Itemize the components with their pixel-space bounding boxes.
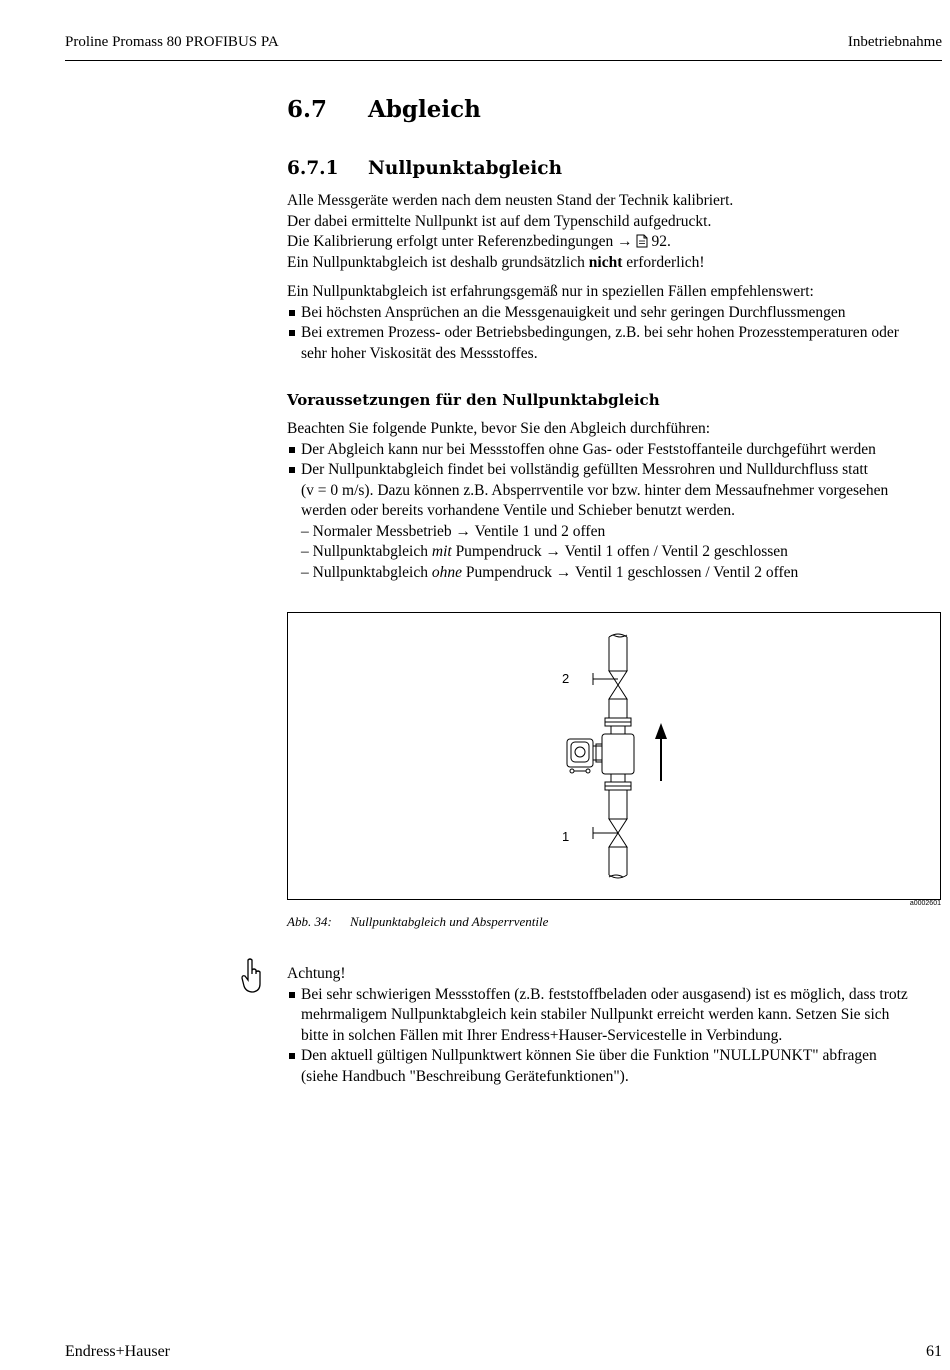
pipe-diagram: [288, 613, 940, 899]
list-item: Der Abgleich kann nur bei Messstoffen ohne Gas- oder Feststoffanteile durchgeführt werden: [287, 440, 942, 461]
caption-text: Nullpunktabgleich und Absperrventile: [350, 914, 549, 929]
caption-label: Abb. 34:: [287, 914, 332, 929]
emphasis-nicht: nicht: [588, 253, 623, 271]
label-valve-1: 1: [562, 829, 570, 844]
text-span: erforderlich!: [622, 253, 705, 271]
list-item-continuation: sehr hoher Viskosität des Messstoffes.: [301, 344, 538, 362]
emphasis-ohne: ohne: [431, 563, 463, 581]
section-title: Abgleich: [368, 96, 481, 123]
text-span: Ein Nullpunktabgleich ist deshalb grundsätzlich: [287, 253, 589, 271]
figure-caption: [287, 914, 548, 930]
label-valve-2: 2: [562, 671, 570, 686]
list-item: Bei extremen Prozess- oder Betriebsbedingungen, z.B. bei sehr hohen Prozesstemperaturen oder: [287, 323, 942, 344]
page-reference-icon: [636, 234, 648, 248]
text-line: Ein Nullpunktabgleich ist erfahrungsgemäß nur in speziellen Fällen empfehlenswert:: [287, 283, 814, 300]
list-item-continuation: bitte in solchen Fällen mit Ihrer Endress+Hauser-Servicestelle in Verbindung.: [301, 1026, 783, 1044]
note-title: Achtung!: [287, 965, 346, 982]
list-item: Der Nullpunktabgleich findet bei vollständig gefüllten Messrohren und Nulldurchfluss statt: [287, 460, 942, 481]
emphasis-mit: mit: [431, 543, 452, 560]
text-span: Pumpendruck → Ventil 1 offen / Ventil 2 geschlossen: [451, 543, 788, 560]
text-line: [287, 253, 942, 274]
header-title: Proline Promass 80 PROFIBUS PA: [65, 34, 279, 50]
list-item: Bei sehr schwierigen Messstoffen (z.B. feststoffbeladen oder ausgasend) ist es möglich, dass trotz: [287, 985, 942, 1006]
figure-id: a0002601: [909, 900, 941, 907]
text-span: Die Kalibrierung erfolgt unter Referenzbedingungen →: [287, 233, 637, 250]
footer-brand: Endress+Hauser: [65, 1343, 170, 1360]
paragraph-calibration: [287, 191, 942, 273]
text-line: Der dabei ermittelte Nullpunkt ist auf dem Typenschild aufgedruckt.: [287, 212, 712, 230]
text-span: Pumpendruck → Ventil 1 geschlossen / Ventil 2 offen: [462, 563, 799, 581]
text-line: [287, 232, 942, 253]
list-item-continuation: werden oder bereits vorhandene Ventile und Schieber benutzt werden.: [301, 502, 735, 519]
prerequisites-section: [287, 390, 942, 411]
header-rule: [65, 60, 942, 61]
list-item-continuation: (siehe Handbuch "Beschreibung Gerätefunktionen").: [301, 1067, 629, 1085]
header-chapter: Inbetriebnahme: [847, 34, 942, 50]
warning-hand-icon: [240, 958, 264, 994]
note-block: [287, 964, 942, 1087]
prerequisites-list: [287, 419, 942, 583]
section-number: 6.7: [287, 96, 328, 123]
dash-item: [287, 542, 942, 563]
list-item-continuation: (v = 0 m/s). Dazu können z.B. Absperrventile vor bzw. hinter dem Messaufnehmer vorgesehen: [301, 481, 889, 499]
prerequisites-heading: Voraussetzungen für den Nullpunktabgleich: [287, 391, 660, 409]
text-span: – Nullpunktabgleich: [301, 543, 432, 560]
text-line: Alle Messgeräte werden nach dem neusten Stand der Technik kalibriert.: [287, 192, 734, 209]
list-item: Den aktuell gültigen Nullpunktwert können Sie über die Funktion "NULLPUNKT" abfragen: [287, 1046, 942, 1067]
page-reference: 92.: [651, 233, 671, 250]
page-number: 61: [926, 1343, 942, 1360]
dash-item: – Normaler Messbetrieb → Ventile 1 und 2 offen: [301, 522, 606, 540]
text-span: – Nullpunktabgleich: [301, 563, 432, 581]
dash-item: [287, 563, 942, 584]
text-line: Beachten Sie folgende Punkte, bevor Sie den Abgleich durchführen:: [287, 420, 711, 437]
paragraph-recommendation: [287, 282, 942, 364]
list-item: Bei höchsten Ansprüchen an die Messgenauigkeit und sehr geringen Durchflussmengen: [287, 303, 942, 324]
subsection-heading: [287, 158, 562, 179]
subsection-number: 6.7.1: [287, 158, 339, 179]
subsection-title: Nullpunktabgleich: [368, 158, 563, 179]
list-item-continuation: mehrmaligem Nullpunktabgleich kein stabiler Nullpunkt erreicht werden kann. Setzen Sie sich: [301, 1006, 890, 1023]
section-heading: [287, 96, 481, 123]
figure-frame: [287, 612, 941, 900]
